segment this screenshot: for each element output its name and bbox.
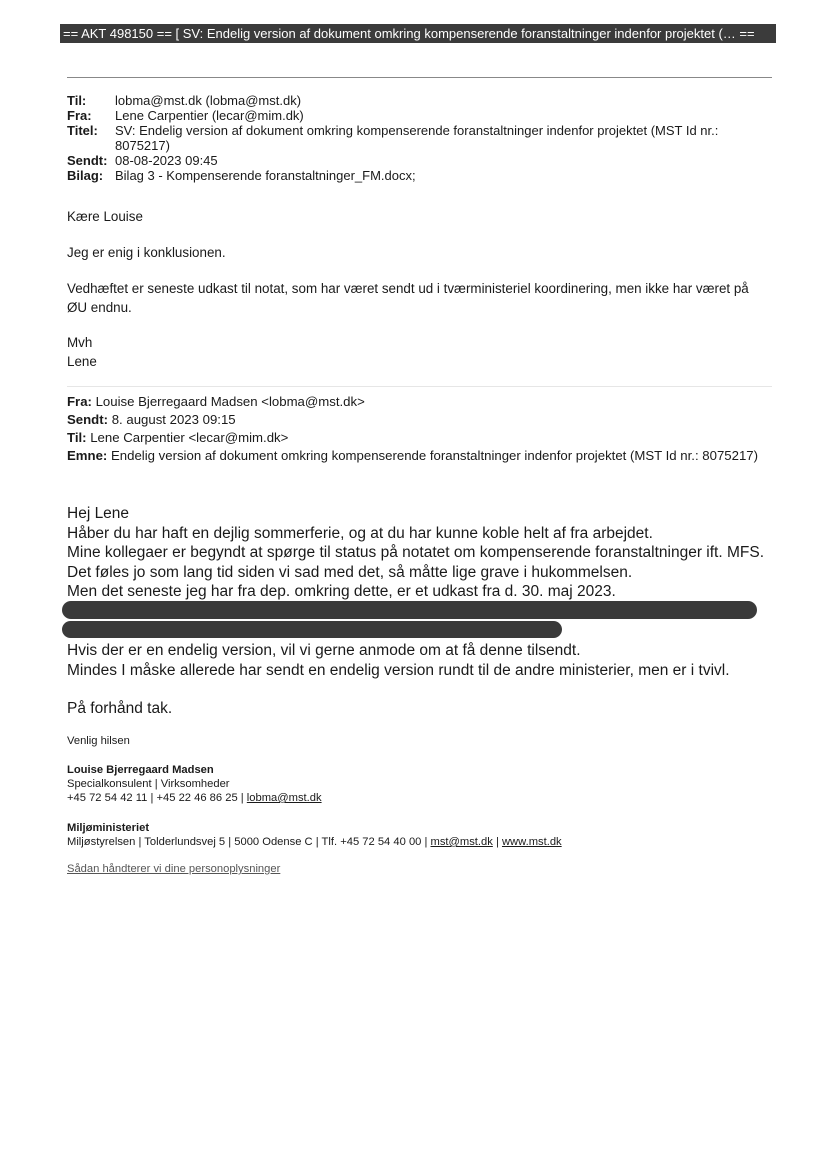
original-line-5: Hvis der er en endelig version, vil vi gerne anmode om at få denne tilsendt.	[67, 642, 581, 659]
signature-title: Specialkonsulent | Virksomheder	[67, 778, 230, 790]
original-line-6: Mindes I måske allerede har sendt en endelig version rundt til de andre ministerier, men er i tvivl.	[67, 662, 730, 679]
original-greeting: Hej Lene	[67, 505, 130, 522]
bilag-value: Bilag 3 - Kompenserende foranstaltninger_FM.docx;	[115, 168, 416, 183]
redaction-bar	[62, 621, 562, 638]
forward-header	[67, 393, 767, 465]
privacy-link[interactable]: Sådan håndterer vi dine personoplysninger	[67, 863, 281, 875]
forward-divider	[67, 386, 772, 387]
org-email-link[interactable]: mst@mst.dk	[430, 836, 493, 848]
email-header	[67, 93, 767, 183]
original-line-1: Håber du har haft en dejlig sommerferie, og at du har kunne koble helt af fra arbejdet.	[67, 525, 653, 542]
til-value: lobma@mst.dk (lobma@mst.dk)	[115, 93, 302, 108]
reply-greeting: Kære Louise	[67, 209, 143, 224]
signature-separator: |	[492, 836, 502, 848]
fwd-fra-label: Fra:	[67, 394, 92, 409]
fwd-til-value: Lene Carpentier <lecar@mim.dk>	[90, 430, 289, 445]
fra-value: Lene Carpentier (lecar@mim.dk)	[115, 108, 304, 123]
fwd-sendt-value: 8. august 2023 09:15	[111, 412, 236, 427]
fwd-emne-value: Endelig version af dokument omkring kompenserende foranstaltninger indenfor projektet (MST Id nr.: 8075217)	[110, 448, 759, 463]
fwd-til-label: Til:	[67, 430, 87, 445]
titel-value: SV: Endelig version af dokument omkring kompenserende foranstaltninger indenfor projektet (MST Id nr.: 8075217)	[115, 123, 719, 153]
header-divider	[67, 77, 772, 78]
reply-closing: Mvh	[67, 335, 93, 350]
reply-line-1: Jeg er enig i konklusionen.	[67, 245, 226, 260]
fwd-emne-label: Emne:	[67, 448, 108, 463]
signature-org: Miljøministeriet	[67, 822, 150, 834]
website-link[interactable]: www.mst.dk	[501, 836, 562, 848]
redaction-bar	[62, 601, 757, 619]
sendt-value: 08-08-2023 09:45	[115, 153, 218, 168]
bilag-label: Bilag:	[67, 168, 104, 183]
signature-name: Louise Bjerregaard Madsen	[67, 764, 214, 776]
original-line-4: Men det seneste jeg har fra dep. omkring dette, er et udkast fra d. 30. maj 2023.	[67, 583, 616, 600]
document-banner: == AKT 498150 == [ SV: Endelig version af dokument omkring kompenserende foranstaltninger indenfor projektet (… ==	[60, 24, 776, 43]
fwd-fra-value: Louise Bjerregaard Madsen <lobma@mst.dk>	[95, 394, 365, 409]
signature-regards: Venlig hilsen	[67, 735, 130, 747]
signature-address-text: Miljøstyrelsen | Tolderlundsvej 5 | 5000 Odense C | Tlf. +45 72 54 40 00 |	[67, 836, 431, 848]
sendt-label: Sendt:	[67, 153, 108, 168]
reply-name: Lene	[67, 354, 97, 369]
signature-address	[67, 835, 562, 849]
signature-phones	[67, 791, 322, 805]
reply-line-2: Vedhæftet er seneste udkast til notat, som har været sendt ud i tværministeriel koordinering, men ikke har været på ØU endnu.	[67, 281, 749, 315]
original-thanks: På forhånd tak.	[67, 700, 173, 717]
signature-phone-numbers: +45 72 54 42 11 | +45 22 46 86 25 |	[67, 792, 247, 804]
original-line-2: Mine kollegaer er begyndt at spørge til status på notatet om kompenserende foranstaltninger ift. MFS.	[67, 544, 765, 561]
fra-label: Fra:	[67, 108, 92, 123]
fwd-sendt-label: Sendt:	[67, 412, 109, 427]
original-line-3: Det føles jo som lang tid siden vi sad med det, så måtte lige grave i hukommelsen.	[67, 564, 633, 581]
titel-label: Titel:	[67, 123, 98, 138]
til-label: Til:	[67, 93, 87, 108]
signature-email-link[interactable]: lobma@mst.dk	[246, 792, 322, 804]
